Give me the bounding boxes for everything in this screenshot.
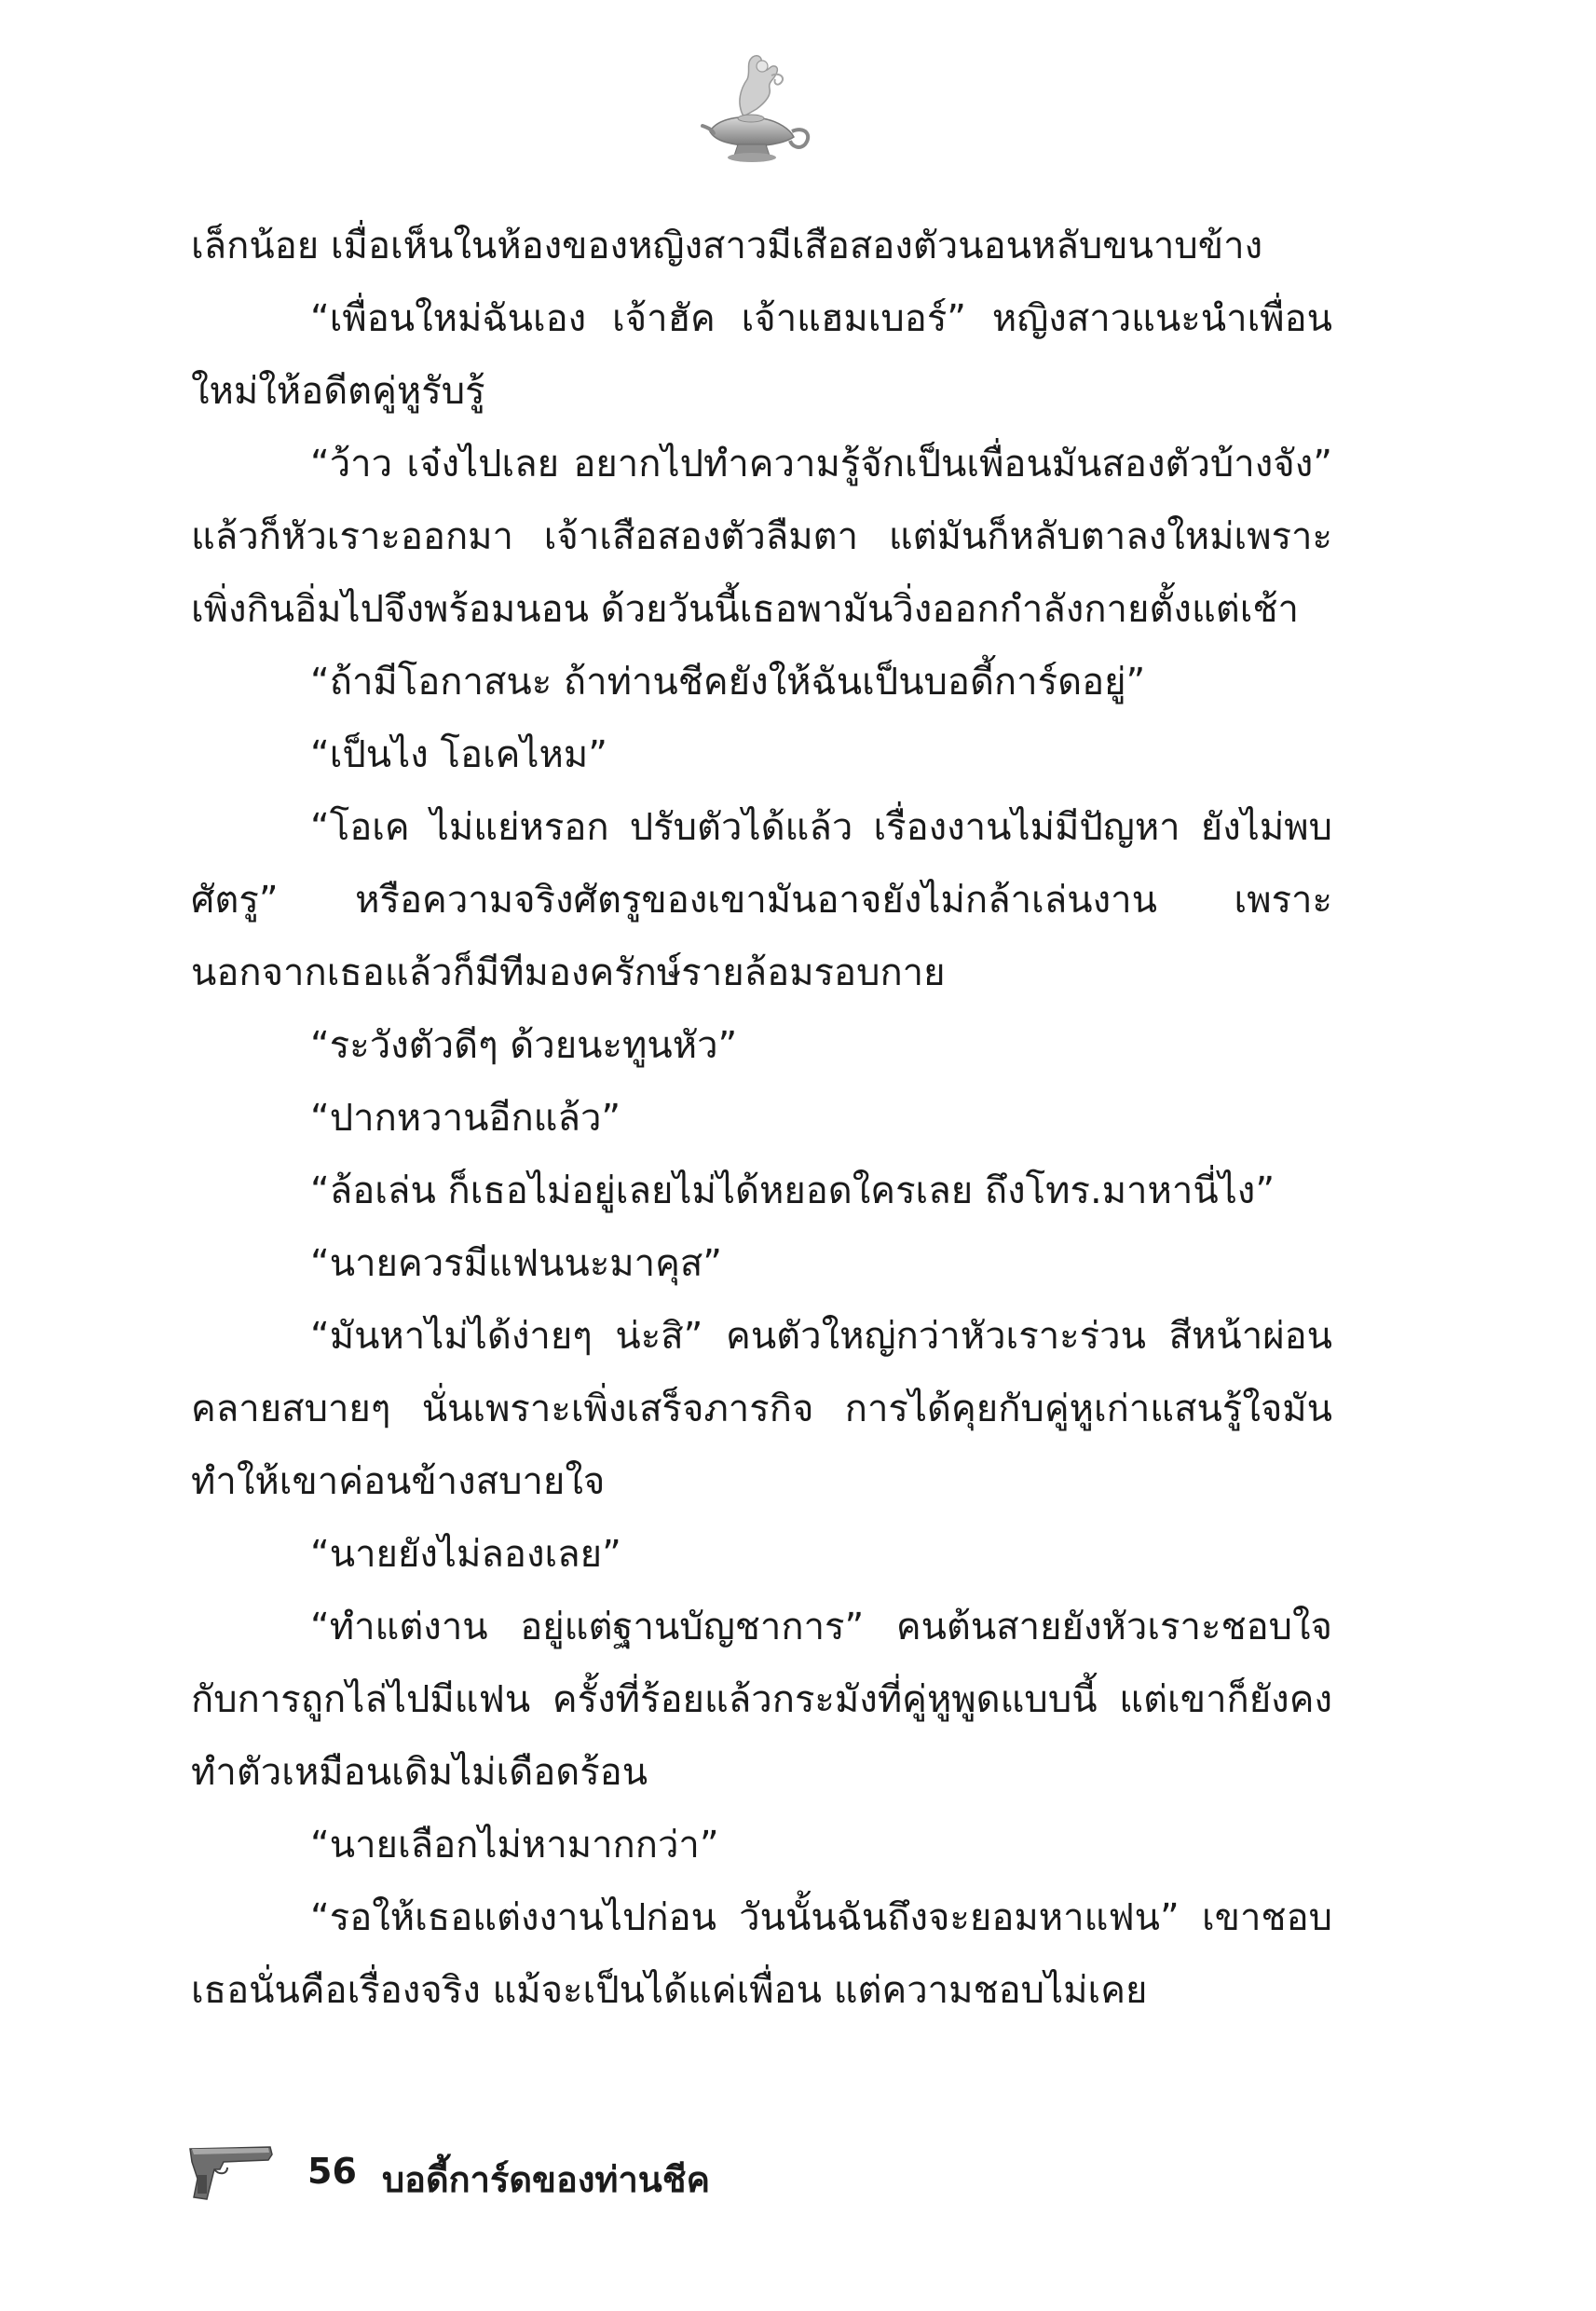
paragraph: “เพื่อนใหม่ฉันเอง เจ้าฮัค เจ้าแฮมเบอร์” หญิงสาวแนะนำเพื่อนใหม่ให้อดีตคู่หูรับรู้ (191, 297, 1332, 413)
paragraph: “ปากหวานอีกแล้ว” (310, 1097, 621, 1140)
paragraph: “ล้อเล่น ก็เธอไม่อยู่เลยไม่ได้หยอดใครเลย ถึงโทร.มาหานี่ไง” (310, 1169, 1275, 1212)
page-number: 56 (307, 2151, 357, 2192)
body-text (191, 210, 1332, 2027)
paragraph: “นายควรมีแฟนนะมาคุส” (310, 1242, 723, 1285)
paragraph: “รอให้เธอแต่งงานไปก่อน วันนั้นฉันถึงจะยอมหาแฟน” เขาชอบเธอนั่นคือเรื่องจริง แม้จะเป็นได้แค่เพื่อน แต่ความชอบไม่เคย (191, 1896, 1332, 2012)
paragraph: “ทำแต่งาน อยู่แต่ฐานบัญชาการ” คนต้นสายยังหัวเราะชอบใจกับการถูกไล่ไปมีแฟน ครั้งที่ร้อยแล้วกระมังที่คู่หูพูดแบบนี้ แต่เขาก็ยังคงทำตัวเหมือนเดิมไม่เดือดร้อน (191, 1606, 1332, 1794)
paragraph: “ว้าว เจ๋งไปเลย อยากไปทำความรู้จักเป็นเพื่อนมันสองตัวบ้างจัง” แล้วก็หัวเราะออกมา เจ้าเสือสองตัวลืมตา แต่มันก็หลับตาลงใหม่เพราะเพิ่งกินอิ่มไปจึงพร้อมนอน ด้วยวันนี้เธอพามันวิ่งออกกำลังกายตั้งแต่เช้า (191, 443, 1332, 631)
running-title: บอดี้การ์ดของท่านชีค (382, 2159, 710, 2200)
paragraph: “โอเค ไม่แย่หรอก ปรับตัวได้แล้ว เรื่องงานไม่มีปัญหา ยังไม่พบศัตรู” หรือความจริงศัตรูของเขามันอาจยังไม่กล้าเล่นงาน เพราะนอกจากเธอแล้วก็มีทีมองครักษ์รายล้อมรอบกาย (191, 806, 1332, 994)
paragraph: “ระวังตัวดีๆ ด้วยนะทูนหัว” (310, 1024, 738, 1067)
paragraph: เล็กน้อย เมื่อเห็นในห้องของหญิงสาวมีเสือสองตัวนอนหลับขนาบข้าง (191, 225, 1263, 267)
paragraph: “เป็นไง โอเคไหม” (310, 733, 608, 776)
paragraph: “นายเลือกไม่หามากกว่า” (310, 1824, 719, 1867)
page-footer (186, 2134, 1025, 2218)
paragraph: “นายยังไม่ลองเลย” (310, 1533, 621, 1576)
genie-lamp-icon (689, 51, 820, 172)
pistol-icon (186, 2141, 275, 2208)
paragraph: “ถ้ามีโอกาสนะ ถ้าท่านชีคยังให้ฉันเป็นบอดี้การ์ดอยู่” (310, 661, 1146, 704)
paragraph: “มันหาไม่ได้ง่ายๆ น่ะสิ” คนตัวใหญ่กว่าหัวเราะร่วน สีหน้าผ่อนคลายสบายๆ นั่นเพราะเพิ่งเสร็จภารกิจ การได้คุยกับคู่หูเก่าแสนรู้ใจมันทำให้เขาค่อนข้างสบายใจ (191, 1315, 1332, 1503)
